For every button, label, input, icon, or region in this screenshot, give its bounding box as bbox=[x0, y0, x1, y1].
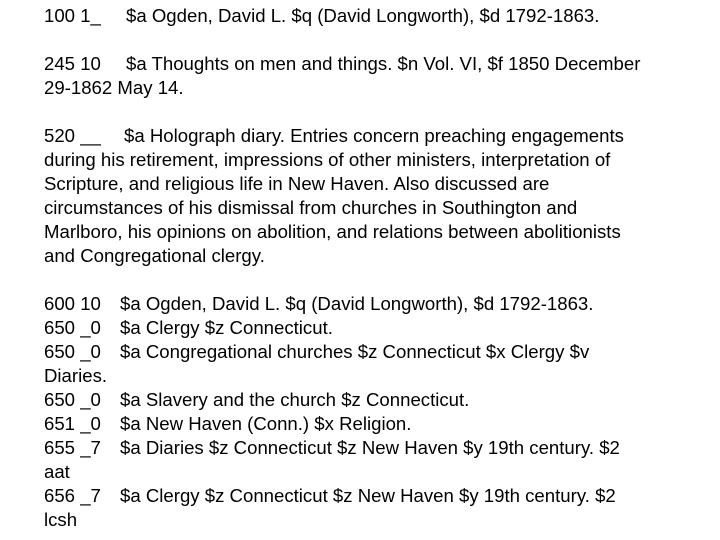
subject-text: $a Ogden, David L. $q (David Longworth), $d 1792-1863. bbox=[120, 293, 594, 314]
subject-line bbox=[44, 436, 694, 460]
subject-line bbox=[44, 484, 694, 508]
marc-record bbox=[44, 4, 694, 532]
field-245-line-2: 29-1862 May 14. bbox=[44, 77, 184, 98]
field-245 bbox=[44, 52, 694, 100]
subject-text: $a Diaries $z Connecticut $z New Haven $y 19th century. $2 bbox=[120, 437, 620, 458]
subject-line bbox=[44, 292, 694, 316]
spacer bbox=[44, 100, 694, 124]
subject-tag: 651 _0 bbox=[44, 413, 101, 434]
subject-text: $a Clergy $z Connecticut $z New Haven $y 19th century. $2 bbox=[120, 485, 616, 506]
spacer bbox=[44, 28, 694, 52]
field-100-tag: 100 1_ bbox=[44, 5, 101, 26]
field-100-text: $a Ogden, David L. $q (David Longworth), $d 1792-1863. bbox=[126, 5, 600, 26]
subject-tag: 655 _7 bbox=[44, 437, 101, 458]
subject-line bbox=[44, 340, 694, 364]
field-100-line bbox=[44, 4, 694, 28]
subject-tag: 650 _0 bbox=[44, 317, 101, 338]
subject-continuation: aat bbox=[44, 461, 70, 482]
field-520-text-1: $a Holograph diary. Entries concern preaching engagements bbox=[124, 125, 624, 146]
subject-tag: 650 _0 bbox=[44, 389, 101, 410]
field-520-line-4: circumstances of his dismissal from churches in Southington and bbox=[44, 197, 578, 218]
field-520-line-1 bbox=[44, 124, 694, 148]
field-520-tag: 520 __ bbox=[44, 125, 101, 146]
subject-tag: 600 10 bbox=[44, 293, 101, 314]
field-520-line-6: and Congregational clergy. bbox=[44, 245, 265, 266]
field-520-line-2: during his retirement, impressions of other ministers, interpretation of bbox=[44, 149, 611, 170]
subject-text: $a Clergy $z Connecticut. bbox=[120, 317, 333, 338]
field-520-line-3: Scripture, and religious life in New Haven. Also discussed are bbox=[44, 173, 550, 194]
subject-text: $a New Haven (Conn.) $x Religion. bbox=[120, 413, 412, 434]
field-245-line-1 bbox=[44, 52, 694, 76]
subject-line bbox=[44, 412, 694, 436]
subject-line bbox=[44, 388, 694, 412]
subject-tag: 650 _0 bbox=[44, 341, 101, 362]
subject-text: $a Congregational churches $z Connecticut $x Clergy $v bbox=[120, 341, 590, 362]
field-245-tag: 245 10 bbox=[44, 53, 101, 74]
subject-tag: 656 _7 bbox=[44, 485, 101, 506]
subject-text: $a Slavery and the church $z Connecticut. bbox=[120, 389, 470, 410]
subject-continuation: lcsh bbox=[44, 509, 78, 530]
field-245-text-1: $a Thoughts on men and things. $n Vol. VI, $f 1850 December bbox=[126, 53, 641, 74]
field-100 bbox=[44, 4, 694, 28]
field-520 bbox=[44, 124, 694, 268]
subject-fields bbox=[44, 292, 694, 532]
field-520-line-5: Marlboro, his opinions on abolition, and relations between abolitionists bbox=[44, 221, 621, 242]
subject-line bbox=[44, 316, 694, 340]
subject-continuation: Diaries. bbox=[44, 365, 108, 386]
spacer bbox=[44, 268, 694, 292]
